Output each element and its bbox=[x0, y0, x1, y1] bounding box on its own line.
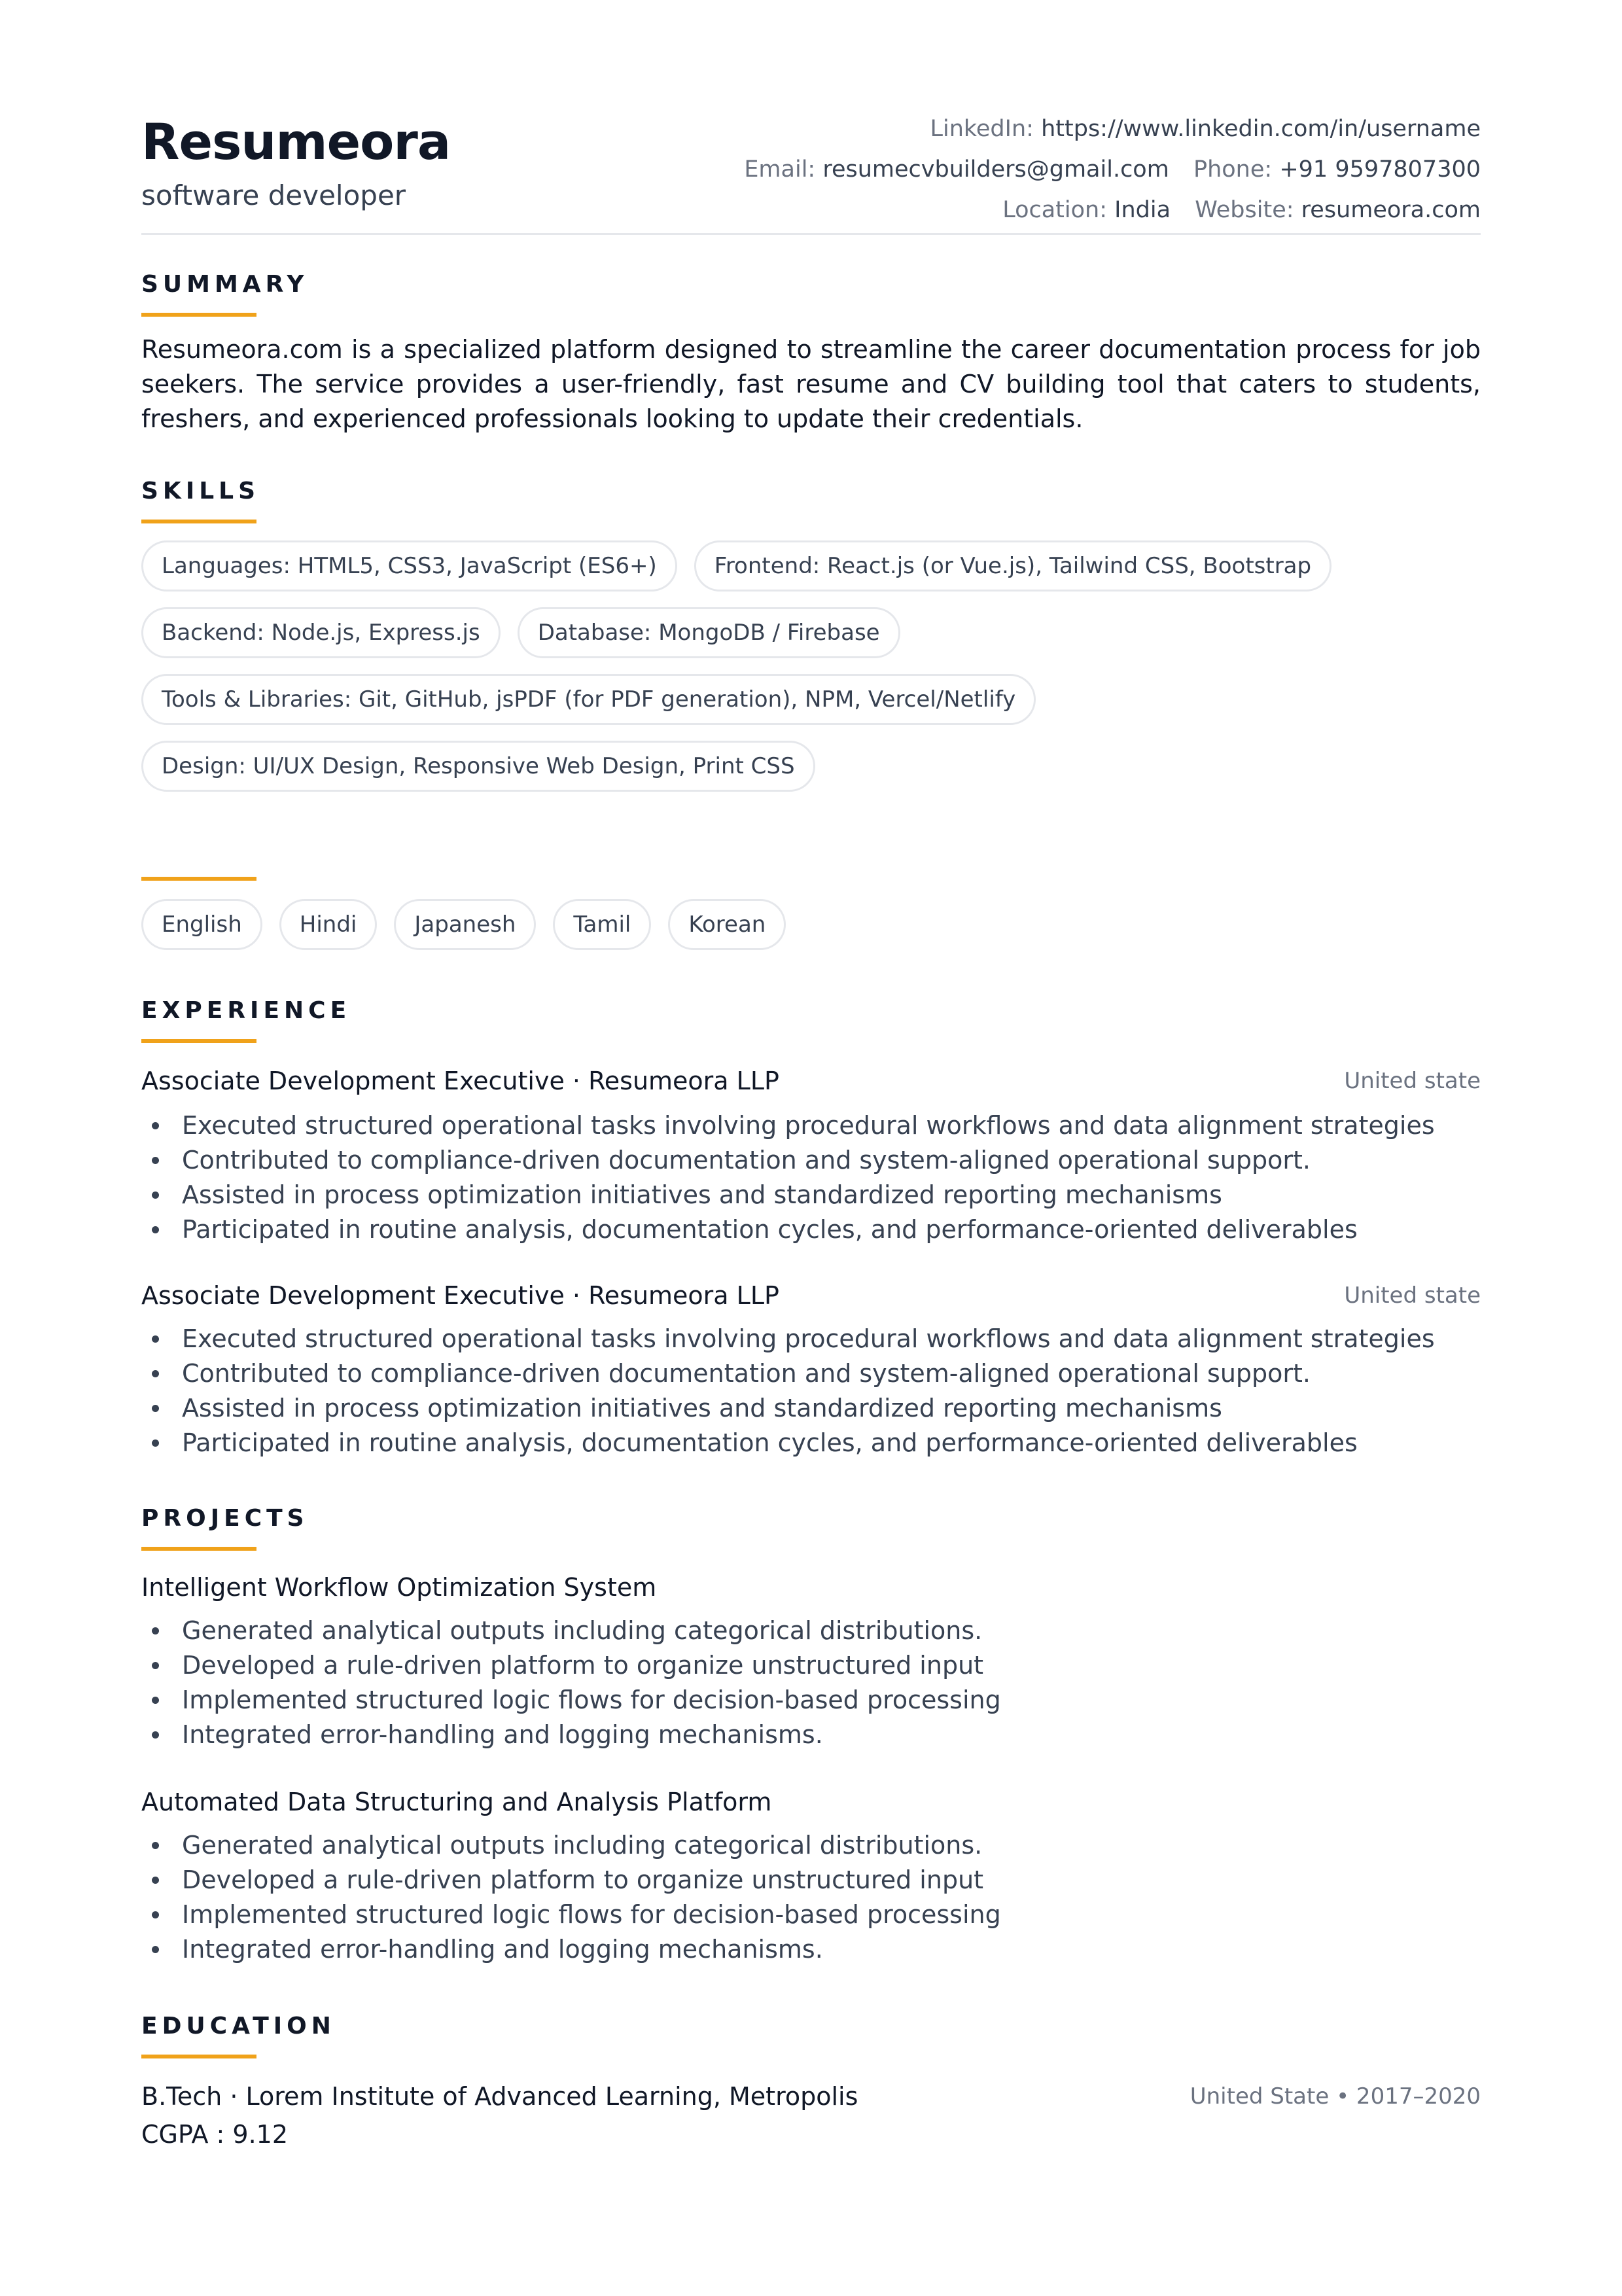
projects-accent-bar bbox=[141, 1547, 256, 1551]
location-label: Location: bbox=[1002, 197, 1108, 223]
experience-accent-bar bbox=[141, 1039, 256, 1043]
project-title: Intelligent Workflow Optimization System bbox=[141, 1573, 657, 1602]
education-cgpa: CGPA : 9.12 bbox=[141, 2120, 289, 2149]
list-item: Developed a rule-driven platform to organize unstructured input bbox=[141, 1648, 1481, 1683]
project-title: Automated Data Structuring and Analysis Platform bbox=[141, 1788, 772, 1816]
summary-heading: SUMMARY bbox=[141, 271, 309, 298]
list-item: Assisted in process optimization initiatives and standardized reporting mechanisms bbox=[141, 1391, 1481, 1426]
list-item: Executed structured operational tasks involving procedural workflows and data alignment strategies bbox=[141, 1322, 1481, 1356]
contact-block bbox=[744, 109, 1481, 230]
list-item: Generated analytical outputs including categorical distributions. bbox=[141, 1828, 1481, 1863]
list-item: Developed a rule-driven platform to organize unstructured input bbox=[141, 1863, 1481, 1898]
job-title: Associate Development Executive · Resumeora LLP bbox=[141, 1281, 779, 1310]
languages-accent-bar bbox=[141, 877, 256, 881]
language-chip: English bbox=[141, 899, 262, 950]
website-link[interactable]: resumeora.com bbox=[1301, 197, 1481, 223]
education-accent-bar bbox=[141, 2055, 256, 2058]
resume-header bbox=[141, 105, 1481, 235]
job-entry-header bbox=[141, 1067, 1481, 1099]
skill-chip: Tools & Libraries: Git, GitHub, jsPDF (for PDF generation), NPM, Vercel/Netlify bbox=[141, 674, 1036, 725]
list-item: Assisted in process optimization initiatives and standardized reporting mechanisms bbox=[141, 1178, 1481, 1212]
education-heading: EDUCATION bbox=[141, 2013, 336, 2040]
skills-chip-list bbox=[141, 540, 1481, 807]
job-bullet-list bbox=[141, 1108, 1481, 1247]
skill-chip: Languages: HTML5, CSS3, JavaScript (ES6+) bbox=[141, 540, 677, 592]
experience-heading: EXPERIENCE bbox=[141, 997, 351, 1024]
skill-chip: Frontend: React.js (or Vue.js), Tailwind CSS, Bootstrap bbox=[694, 540, 1331, 592]
job-title: Associate Development Executive · Resumeora LLP bbox=[141, 1067, 779, 1095]
email-label: Email: bbox=[744, 156, 816, 183]
skills-accent-bar bbox=[141, 520, 256, 523]
summary-text: Resumeora.com is a specialized platform designed to streamline the career documentation process for job seekers. The service provides a user-friendly, fast resume and CV building tool that caters to students, freshers, and experienced professionals looking to update their credentials. bbox=[141, 335, 1481, 433]
projects-heading: PROJECTS bbox=[141, 1505, 309, 1532]
contact-line-linkedin bbox=[744, 109, 1481, 149]
education-degree: B.Tech · Lorem Institute of Advanced Learning, Metropolis bbox=[141, 2082, 858, 2111]
email-link[interactable]: resumecvbuilders@gmail.com bbox=[822, 156, 1169, 183]
project-entry-header bbox=[141, 1573, 1481, 1606]
list-item: Implemented structured logic flows for decision-based processing bbox=[141, 1898, 1481, 1932]
contact-line-location-website bbox=[744, 190, 1481, 230]
job-location: United state bbox=[1344, 1068, 1481, 1094]
project-entry-header bbox=[141, 1788, 1481, 1820]
phone-value: +91 9597807300 bbox=[1279, 156, 1481, 183]
list-item: Executed structured operational tasks involving procedural workflows and data alignment strategies bbox=[141, 1108, 1481, 1143]
list-item: Integrated error-handling and logging mechanisms. bbox=[141, 1718, 1481, 1752]
list-item: Generated analytical outputs including categorical distributions. bbox=[141, 1614, 1481, 1648]
language-chip: Japanesh bbox=[394, 899, 536, 950]
contact-line-email-phone bbox=[744, 149, 1481, 190]
job-location: United state bbox=[1344, 1282, 1481, 1309]
education-meta: United State • 2017–2020 bbox=[1190, 2083, 1481, 2110]
summary-accent-bar bbox=[141, 313, 256, 317]
website-label: Website: bbox=[1195, 197, 1294, 223]
list-item: Participated in routine analysis, documentation cycles, and performance-oriented deliverables bbox=[141, 1426, 1481, 1460]
list-item: Contributed to compliance-driven documentation and system-aligned operational support. bbox=[141, 1143, 1481, 1178]
linkedin-link[interactable]: https://www.linkedin.com/in/username bbox=[1041, 116, 1481, 142]
skill-chip: Backend: Node.js, Express.js bbox=[141, 607, 501, 658]
candidate-role: software developer bbox=[141, 179, 406, 211]
list-item: Integrated error-handling and logging mechanisms. bbox=[141, 1932, 1481, 1967]
phone-label: Phone: bbox=[1193, 156, 1273, 183]
list-item: Contributed to compliance-driven documentation and system-aligned operational support. bbox=[141, 1356, 1481, 1391]
language-chip: Tamil bbox=[553, 899, 651, 950]
skill-chip: Design: UI/UX Design, Responsive Web Design, Print CSS bbox=[141, 741, 815, 792]
job-bullet-list bbox=[141, 1322, 1481, 1460]
language-chip: Hindi bbox=[279, 899, 378, 950]
list-item: Implemented structured logic flows for decision-based processing bbox=[141, 1683, 1481, 1718]
project-bullet-list bbox=[141, 1828, 1481, 1967]
skill-chip: Database: MongoDB / Firebase bbox=[518, 607, 900, 658]
language-chip: Korean bbox=[668, 899, 786, 950]
languages-chip-list bbox=[141, 899, 1481, 966]
list-item: Participated in routine analysis, documentation cycles, and performance-oriented deliverables bbox=[141, 1212, 1481, 1247]
linkedin-label: LinkedIn: bbox=[930, 116, 1034, 142]
education-cgpa-row bbox=[141, 2120, 1481, 2153]
education-entry-header bbox=[141, 2082, 1481, 2115]
job-entry-header bbox=[141, 1281, 1481, 1314]
project-bullet-list bbox=[141, 1614, 1481, 1752]
skills-heading: SKILLS bbox=[141, 478, 260, 504]
candidate-name: Resumeora bbox=[141, 113, 451, 171]
location-value: India bbox=[1114, 197, 1171, 223]
